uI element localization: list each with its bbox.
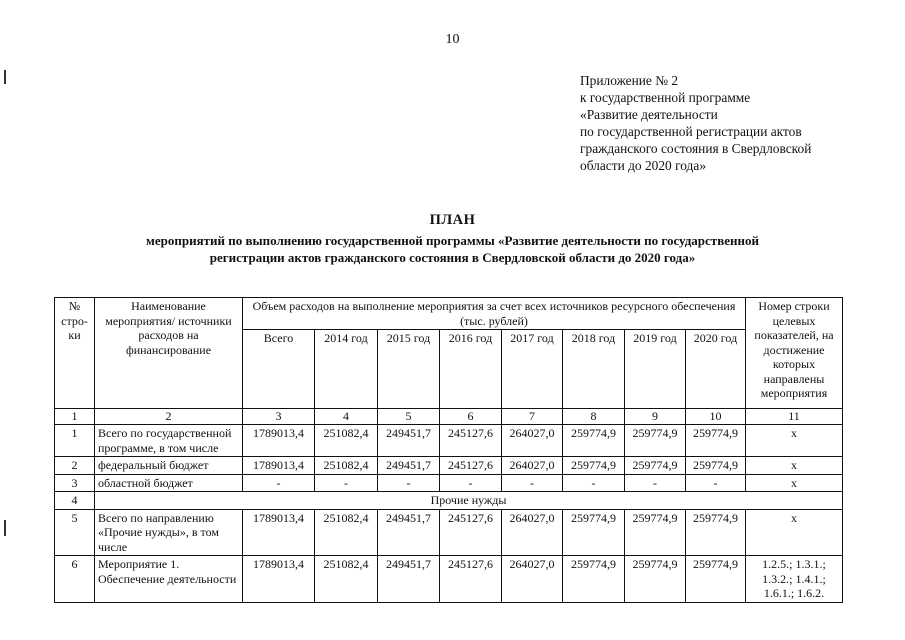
value-cell: 245127,6 (440, 509, 502, 556)
column-index: 7 (502, 409, 563, 425)
value-cell: 1789013,4 (243, 425, 315, 457)
value-cell: 259774,9 (625, 457, 686, 475)
value-cell: 245127,6 (440, 457, 502, 475)
header-row (55, 298, 843, 330)
header-name: Наименование мероприятия/ источники расходов на финансирование (95, 298, 243, 409)
header-year: 2020 год (686, 330, 746, 409)
value-cell: 259774,9 (686, 425, 746, 457)
value-cell: 251082,4 (315, 425, 378, 457)
row-name: Мероприятие 1. Обеспечение деятельности (95, 556, 243, 603)
table-row (55, 457, 843, 475)
value-cell: - (502, 474, 563, 492)
appendix-line: «Развитие деятельности (580, 107, 718, 122)
section-row (55, 492, 843, 510)
value-cell: 245127,6 (440, 425, 502, 457)
margin-mark (4, 520, 6, 536)
value-cell: 251082,4 (315, 509, 378, 556)
column-index: 11 (746, 409, 843, 425)
value-cell: 259774,9 (563, 556, 625, 603)
value-cell: 259774,9 (563, 425, 625, 457)
header-year: 2019 год (625, 330, 686, 409)
value-cell: 264027,0 (502, 556, 563, 603)
target-cell: х (746, 457, 843, 475)
value-cell: 259774,9 (625, 556, 686, 603)
table-row (55, 509, 843, 556)
value-cell: 259774,9 (563, 509, 625, 556)
appendix-line: гражданского состояния в Свердловской (580, 141, 812, 156)
column-index: 6 (440, 409, 502, 425)
appendix-line: Приложение № 2 (580, 73, 679, 88)
value-cell: - (625, 474, 686, 492)
value-cell: 251082,4 (315, 457, 378, 475)
value-cell: 259774,9 (686, 457, 746, 475)
value-cell: 264027,0 (502, 509, 563, 556)
plan-title: ПЛАН (429, 212, 476, 228)
value-cell: 249451,7 (378, 509, 440, 556)
plan-subtitle-line: регистрации актов гражданского состояния в Свердловской области до 2020 года» (209, 250, 696, 265)
value-cell: 264027,0 (502, 457, 563, 475)
value-cell: - (563, 474, 625, 492)
table-row (55, 556, 843, 603)
value-cell: 249451,7 (378, 457, 440, 475)
column-index-row (55, 409, 843, 425)
value-cell: 1789013,4 (243, 457, 315, 475)
target-cell: х (746, 425, 843, 457)
row-number: 3 (55, 474, 95, 492)
target-cell: 1.2.5.; 1.3.1.; 1.3.2.; 1.4.1.; 1.6.1.; 1.6.2. (746, 556, 843, 603)
value-cell: - (686, 474, 746, 492)
value-cell: 249451,7 (378, 556, 440, 603)
column-index: 2 (95, 409, 243, 425)
row-number: 2 (55, 457, 95, 475)
column-index: 9 (625, 409, 686, 425)
header-year: 2015 год (378, 330, 440, 409)
row-number: 6 (55, 556, 95, 603)
value-cell: 259774,9 (686, 509, 746, 556)
target-cell: х (746, 509, 843, 556)
value-cell: 249451,7 (378, 425, 440, 457)
row-number: 1 (55, 425, 95, 457)
value-cell: - (440, 474, 502, 492)
column-index: 8 (563, 409, 625, 425)
header-year: 2018 год (563, 330, 625, 409)
value-cell: 259774,9 (625, 425, 686, 457)
section-title: Прочие нужды (95, 492, 843, 510)
header-year: 2017 год (502, 330, 563, 409)
table-row (55, 474, 843, 492)
target-cell: х (746, 474, 843, 492)
plan-subtitle (40, 232, 865, 266)
row-name: областной бюджет (95, 474, 243, 492)
plan-subtitle-line: мероприятий по выполнению государственной программы «Развитие деятельности по государственной (146, 233, 759, 248)
value-cell: - (243, 474, 315, 492)
header-year: 2014 год (315, 330, 378, 409)
column-index: 4 (315, 409, 378, 425)
value-cell: 1789013,4 (243, 509, 315, 556)
appendix-block (580, 72, 880, 174)
row-number: 4 (55, 492, 95, 510)
value-cell: - (378, 474, 440, 492)
value-cell: 251082,4 (315, 556, 378, 603)
column-index: 5 (378, 409, 440, 425)
value-cell: 1789013,4 (243, 556, 315, 603)
header-row-number: № стро-ки (55, 298, 95, 409)
header-year: Всего (243, 330, 315, 409)
header-target: Номер строки целевых показателей, на достижение которых направлены мероприятия (746, 298, 843, 409)
column-index: 3 (243, 409, 315, 425)
page-number: 10 (445, 32, 460, 47)
header-volume: Объем расходов на выполнение мероприятия за счет всех источников ресурсного обеспечения (тыс. рублей) (243, 298, 746, 330)
column-index: 1 (55, 409, 95, 425)
value-cell: 264027,0 (502, 425, 563, 457)
column-index: 10 (686, 409, 746, 425)
value-cell: 259774,9 (563, 457, 625, 475)
appendix-line: области до 2020 года» (580, 158, 707, 173)
row-number: 5 (55, 509, 95, 556)
row-name: Всего по государственной программе, в том числе (95, 425, 243, 457)
value-cell: 245127,6 (440, 556, 502, 603)
header-year: 2016 год (440, 330, 502, 409)
appendix-line: по государственной регистрации актов (580, 124, 802, 139)
row-name: федеральный бюджет (95, 457, 243, 475)
value-cell: 259774,9 (625, 509, 686, 556)
value-cell: 259774,9 (686, 556, 746, 603)
margin-mark (4, 70, 6, 84)
appendix-line: к государственной программе (580, 90, 751, 105)
row-name: Всего по направлению «Прочие нужды», в том числе (95, 509, 243, 556)
table-row (55, 425, 843, 457)
plan-table (54, 297, 843, 603)
value-cell: - (315, 474, 378, 492)
